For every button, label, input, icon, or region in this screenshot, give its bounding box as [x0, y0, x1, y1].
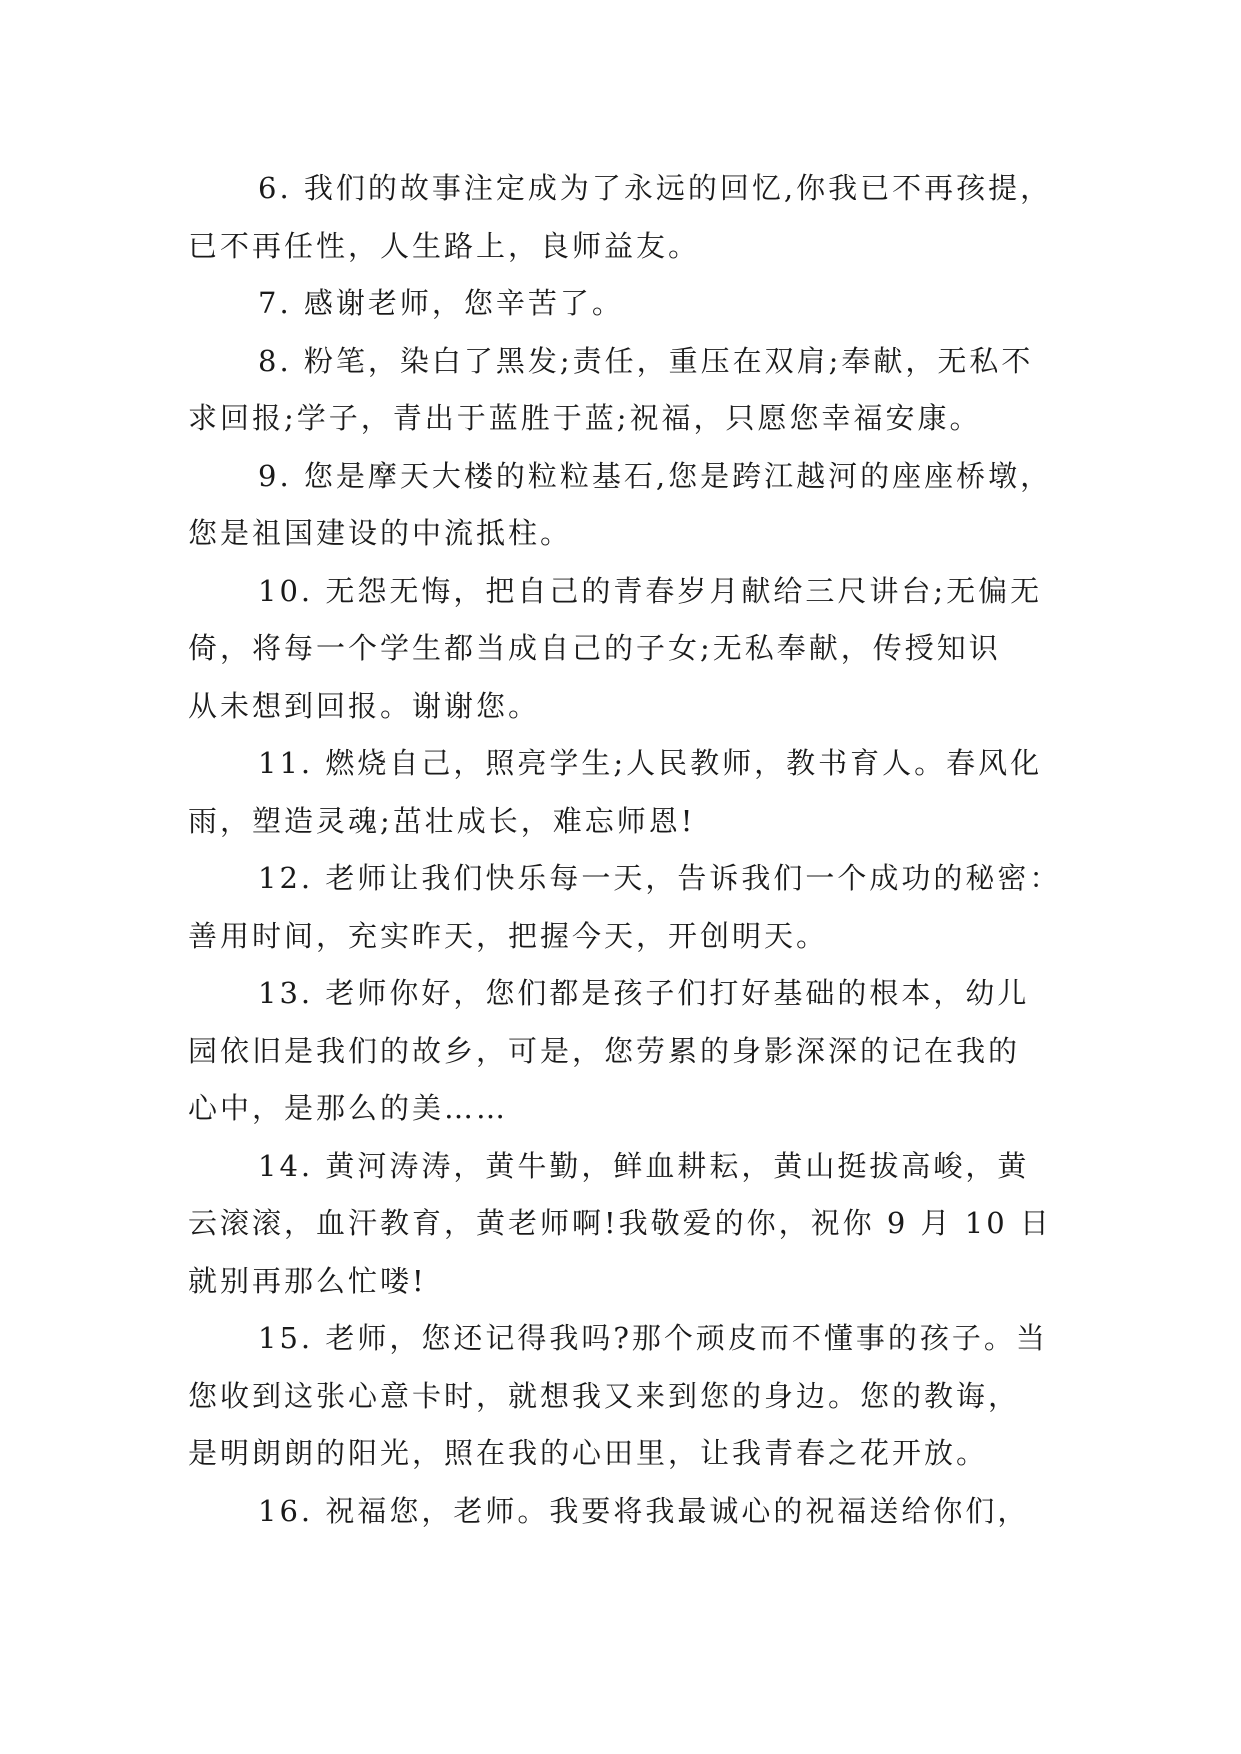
paragraph-line: 6. 我们的故事注定成为了永远的回忆,你我已不再孩提， [258, 171, 1053, 205]
paragraph-line: 14. 黄河涛涛，黄牛勤，鲜血耕耘，黄山挺拔高峻，黄 [258, 1148, 1030, 1183]
paragraph-11 [188, 735, 1088, 850]
paragraph-line: 心中，是那么的美…… [188, 1091, 509, 1125]
paragraph-line: 已不再任性，人生路上，良师益友。 [188, 228, 701, 263]
paragraph-line: 9. 您是摩天大楼的粒粒基石,您是跨江越河的座座桥墩， [258, 458, 1053, 493]
paragraph-line: 园依旧是我们的故乡，可是，您劳累的身影深深的记在我的 [188, 1033, 1021, 1068]
paragraph-10 [188, 563, 1088, 736]
paragraph-line: 倚，将每一个学生都当成自己的子女;无私奉献，传授知识 [188, 631, 1001, 665]
paragraph-line: 您是祖国建设的中流抵柱。 [188, 516, 573, 550]
paragraph-line: 云滚滚，血汗教育，黄老师啊!我敬爱的你，祝你 9 月 10 日 [188, 1206, 1052, 1240]
paragraph-line: 11. 燃烧自己，照亮学生;人民教师，教书育人。春风化 [258, 746, 1043, 780]
paragraph-line: 就别再那么忙喽! [188, 1263, 427, 1298]
paragraph-line: 是明朗朗的阳光，照在我的心田里，让我青春之花开放。 [188, 1436, 989, 1470]
paragraph-line: 16. 祝福您，老师。我要将我最诚心的祝福送给你们， [258, 1493, 1030, 1528]
paragraph-15 [188, 1310, 1088, 1483]
paragraph-12 [188, 850, 1088, 965]
paragraph-14 [188, 1138, 1088, 1311]
paragraph-8 [188, 333, 1088, 448]
paragraph-line: 12. 老师让我们快乐每一天，告诉我们一个成功的秘密： [258, 861, 1062, 895]
paragraph-13 [188, 965, 1088, 1138]
paragraph-line: 7. 感谢老师，您辛苦了。 [258, 286, 624, 320]
paragraph-9 [188, 448, 1088, 563]
paragraph-line: 求回报;学子，青出于蓝胜于蓝;祝福，只愿您幸福安康。 [188, 401, 982, 435]
paragraph-line: 从未想到回报。谢谢您。 [188, 688, 541, 723]
paragraph-line: 15. 老师，您还记得我吗?那个顽皮而不懂事的孩子。当 [258, 1321, 1048, 1355]
paragraph-line: 善用时间，充实昨天，把握今天，开创明天。 [188, 918, 829, 953]
paragraph-7 [188, 275, 1088, 333]
paragraph-line: 雨，塑造灵魂;茁壮成长，难忘师恩! [188, 803, 696, 838]
paragraph-line: 8. 粉笔，染白了黑发;责任，重压在双肩;奉献，无私不 [258, 343, 1034, 378]
document-body [188, 160, 1088, 1540]
paragraph-line: 您收到这张心意卡时，就想我又来到您的身边。您的教诲， [188, 1378, 1021, 1413]
paragraph-line: 13. 老师你好，您们都是孩子们打好基础的根本，幼儿 [258, 976, 1030, 1010]
paragraph-6 [188, 160, 1088, 275]
paragraph-16 [188, 1483, 1088, 1541]
paragraph-line: 10. 无怨无悔，把自己的青春岁月献给三尺讲台;无偏无 [258, 573, 1043, 608]
